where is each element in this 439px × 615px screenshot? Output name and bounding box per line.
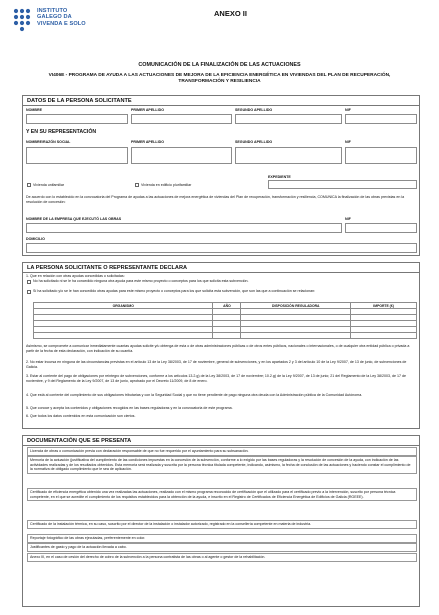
- table-row[interactable]: [34, 333, 417, 339]
- doc-item-certificado-eficiencia[interactable]: Certificado de eficiencia energética obtenido una vez realizadas las actuaciones, realizado con el mismo programa reconocido de certificación que el utilizado para el certificado previo a la intervención, suscrito por persona técnica competente, en el que se acredite el cumplimiento de los requisitos establecidos para la obtención de la ayuda, e inscrito en el Registro de Certificados de Eficiencia Energética de Edificios de Galicia (RGEEE).: [27, 488, 417, 501]
- empresa-label: NOMBRE DE LA EMPRESA QUE EJECUTÓ LAS OBRAS: [26, 217, 122, 221]
- organismo-header: ORGANISMO: [34, 303, 213, 309]
- declare-item-6: 6. Que todos los datos contenidos en esta comunicación son ciertos.: [26, 414, 136, 418]
- empresa-nif-label: NIF: [345, 217, 351, 221]
- other-aid-text: Sí ha solicitado y/o se le han concedido otras ayudas para este mismo proyecto o conceptos para los que solicita esta subvención, que son las que a continuación se relacionan:: [33, 289, 316, 293]
- declaration-text: De acuerdo con lo establecido en la convocatoria del Programa de ayudas a las actuaciones de mejora energética de viviendas del Plan de recuperación, transformación y resiliencia, COMUNICA la finalización de las obras previstas en la resolución de concesión:: [26, 195, 405, 204]
- documentation-section: [22, 435, 420, 607]
- declare-item-1: 1. Que en relación con otras ayudas concedidas o solicitadas:: [26, 274, 125, 278]
- other-aid-table: [33, 302, 417, 339]
- disposicion-header: DISPOSICIÓN REGULADORA: [241, 303, 351, 309]
- declares-section: [22, 262, 420, 429]
- nif-field[interactable]: [345, 114, 417, 124]
- vivienda-unifamiliar-label: Vivienda unifamiliar: [33, 183, 65, 187]
- commitment-text: Asimismo, se compromete a comunicar inmediatamente cuantas ayudas solicite y/u obtenga de esta o de otras administraciones públicas o de otros entes públicos, nacionales o internacionales, o de cualquier otra entidad pública o privada a partir de la fecha de esta declaración, con indicación de su cuantía.: [26, 344, 410, 353]
- importe-header: IMPORTE (€): [351, 303, 417, 309]
- other-aid-checkbox[interactable]: [27, 290, 31, 294]
- declares-section-title: LA PERSONA SOLICITANTE O REPRESENTANTE DECLARA: [23, 263, 419, 273]
- expediente-label: EXPEDIENTE: [268, 175, 291, 179]
- rep-segundo-apellido-field[interactable]: [235, 147, 342, 164]
- razon-social-label: NOMBRE/RAZÓN SOCIAL: [26, 140, 71, 144]
- institute-logo: [11, 7, 111, 47]
- galicia-emblem-icon: [11, 7, 35, 33]
- declare-item-2: 2. No estar incursa en ninguna de las circunstancias previstas en el artículo 13 de la Ley 38/2003, de 17 de noviembre, general de subvenciones, y en los apartados 2 y 3 del artículo 10 de la Ley 9/2007, de 13 de junio, de subvenciones de Galicia.: [26, 360, 407, 369]
- doc-item-reportaje[interactable]: Reportaje fotográfico de las obras ejecutadas, preferentemente en color.: [27, 534, 417, 543]
- segundo-apellido-field[interactable]: [235, 114, 342, 124]
- document-subtitle: VI406E - PROGRAMA DE AYUDA A LAS ACTUACIONES DE MEJORA DE LA EFICIENCIA ENERGÉTICA EN VIVIENDAS DEL PLAN DE RECUPERACIÓN, TRANSFORMACIÓN Y RESILIENCIA: [48, 73, 391, 84]
- razon-social-field[interactable]: [26, 147, 128, 164]
- nif-label: NIF: [345, 108, 351, 112]
- declare-item-4: 4. Que está al corriente del cumplimiento de sus obligaciones tributarias y con la Seguridad Social y que no tiene pendiente de pago ninguna otra deuda con la Administración pública de la Comunidad Autónoma.: [26, 393, 363, 397]
- nombre-field[interactable]: [26, 114, 128, 124]
- rep-primer-apellido-field[interactable]: [131, 147, 232, 164]
- primer-apellido-label: PRIMER APELLIDO: [131, 108, 165, 112]
- document-title: COMUNICACIÓN DE LA FINALIZACIÓN DE LAS ACTUACIONES: [138, 62, 301, 68]
- doc-item-certificado-termica[interactable]: Certificado de la instalación térmica, en su caso, suscrito por el director de la instalación o instalador autorizado, registrado en la consellería competente en materia de industria.: [27, 520, 417, 529]
- doc-item-justificantes[interactable]: Justificantes de gasto y pago de la actuación llevada a cabo.: [27, 543, 417, 552]
- rep-primer-apellido-label: PRIMER APELLIDO: [131, 140, 165, 144]
- domicilio-label: DOMICILIO: [26, 237, 45, 241]
- annex-label: ANEXO II: [214, 9, 247, 18]
- vivienda-plurifamiliar-label: Vivienda en edificio plurifamiliar: [141, 183, 192, 187]
- doc-item-anexo-iii[interactable]: Anexo III, en el caso de cesión del derecho de cobro de la subvención a la persona contratista de las obras o al agente o gestor de la rehabilitación.: [27, 553, 417, 562]
- vivienda-plurifamiliar-checkbox[interactable]: [135, 183, 139, 187]
- primer-apellido-field[interactable]: [131, 114, 232, 124]
- applicant-section: [22, 95, 420, 256]
- empresa-field[interactable]: [26, 223, 342, 233]
- ano-header: AÑO: [213, 303, 241, 309]
- no-other-aid-checkbox[interactable]: [27, 280, 31, 284]
- no-other-aid-text: No ha solicitado ni se le ha concedido ninguna otra ayuda para este mismo proyecto o conceptos para los que solicita esta subvención.: [33, 279, 249, 283]
- rep-nif-label: NIF: [345, 140, 351, 144]
- nombre-label: NOMBRE: [26, 108, 42, 112]
- logo-text: INSTITUTO GALEGO DA VIVENDA E SOLO: [37, 8, 86, 27]
- domicilio-field[interactable]: [26, 243, 417, 253]
- doc-item-licencia[interactable]: Licencia de obras o comunicación previa con declaración responsable de que no fue requerido por el ayuntamiento para su subsanación.: [27, 447, 417, 456]
- documentation-section-title: DOCUMENTACIÓN QUE SE PRESENTA: [23, 436, 419, 446]
- vivienda-unifamiliar-checkbox[interactable]: [27, 183, 31, 187]
- applicant-section-title: DATOS DE LA PERSONA SOLICITANTE: [23, 96, 419, 106]
- representation-title: Y EN SU REPRESENTACIÓN: [26, 129, 97, 135]
- declare-item-3: 3. Estar al corriente del pago de obligaciones por reintegro de subvenciones, conforme a los artículos 13.2.g) de la Ley 38/2003, de 17 de noviembre; 10.2.g) de la Ley 9/2007, de 13 de junio; 21 del Reglamento de la Ley 38/2003, de 17 de noviembre, y 9 del Reglamento de la Ley 9/2007, de 13 de junio, aprobado por el Decreto 11/2009, de 8 de enero.: [26, 374, 406, 383]
- declare-item-5: 5. Que conoce y acepta los contenidos y obligaciones recogidos en las bases reguladoras y en la convocatoria de este programa.: [26, 406, 233, 410]
- empresa-nif-field[interactable]: [345, 223, 417, 233]
- segundo-apellido-label: SEGUNDO APELLIDO: [235, 108, 273, 112]
- rep-segundo-apellido-label: SEGUNDO APELLIDO: [235, 140, 273, 144]
- rep-nif-field[interactable]: [345, 147, 417, 164]
- doc-item-memoria[interactable]: Memoria de la actuación (justificativa del cumplimiento de las condiciones impuestas en la concesión de la subvención, conforme a lo exigido por las bases reguladoras y la resolución de concesión de la ayuda, con indicación de las actividades realizadas y de los resultados obtenidos. Esta memoria será realizada y suscrita por la persona técnica titulada competente, indicando, asimismo, la fecha de conclusión de las actuaciones y haciendo constar el cumplimiento de la normativa de obligado cumplimiento que le sea de aplicación.: [27, 456, 417, 474]
- expediente-field[interactable]: [268, 180, 417, 189]
